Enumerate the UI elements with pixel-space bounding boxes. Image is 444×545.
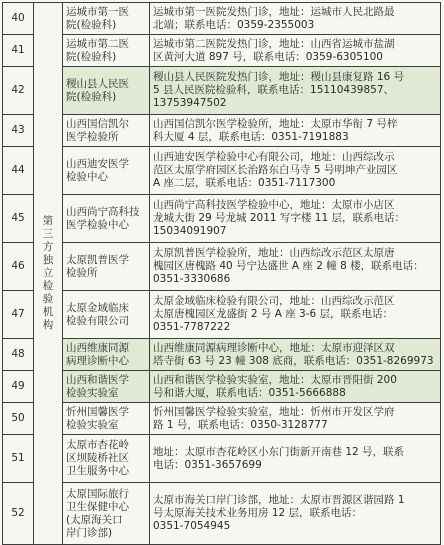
row-number: 48 xyxy=(3,339,34,371)
institution-name-line: (太原海关口 xyxy=(66,513,123,526)
institution-name-line: 院(检验科) xyxy=(66,90,117,103)
institution-name-line: 区坝陵桥社区 xyxy=(66,452,129,464)
institution-name xyxy=(63,115,150,147)
institution-name xyxy=(63,371,150,403)
category-char: 第 xyxy=(42,215,54,227)
address-line: 山西和谐医学检验实验室，地址：太原市晋阳街 200 xyxy=(153,373,397,386)
address-line: 号太原海关技术业务用房 12 层，联系电话： xyxy=(153,507,363,519)
table-row xyxy=(3,195,441,243)
institution-name-line: 太原国际旅行 xyxy=(66,487,129,500)
address-line: 山西尚宁高科技医学检验中心，地址：太原市小店区 xyxy=(153,199,395,211)
table-row xyxy=(3,67,441,115)
institution-name xyxy=(63,243,150,291)
address-line: 运城市第二医院发热门诊，地址：山西省运城市盐湖 xyxy=(153,37,395,50)
category-char: 三 xyxy=(42,228,54,240)
testing-institutions-table xyxy=(2,2,441,545)
institution-name-line: 卫生服务中心 xyxy=(66,465,129,477)
row-number: 52 xyxy=(3,483,34,545)
address-line: 号和谐大厦，联系电话：0351-5666888 xyxy=(153,386,346,399)
institution-address-contact xyxy=(150,147,441,195)
institution-name xyxy=(63,67,150,115)
institution-address-contact xyxy=(150,67,441,115)
address-line: 山西国信凯尔医学检验所，地址：太原市华衔 7 号梓 xyxy=(153,117,398,130)
institution-name-line: 稷山县人民医 xyxy=(66,77,129,90)
address-line: 范区太原学府园区长治路东白马寺 5 号明坤产业园区 xyxy=(153,164,398,176)
row-number: 45 xyxy=(3,195,34,243)
institution-name xyxy=(63,147,150,195)
category-char: 构 xyxy=(42,319,54,331)
institution-name-line: 检验中心 xyxy=(66,170,108,183)
address-line: 0351-3330686 xyxy=(153,273,231,285)
table-row xyxy=(3,147,441,195)
institution-name-line: 卫生保健中心 xyxy=(66,500,129,513)
institution-name xyxy=(63,35,150,67)
institution-address-contact xyxy=(150,339,441,371)
institution-address-contact xyxy=(150,35,441,67)
table-body xyxy=(3,3,441,545)
institution-name-line: 医学检验中心 xyxy=(66,218,129,231)
address-line: 区黄河大道 897 号，联系电话：0359-6305100 xyxy=(153,50,383,63)
address-line: 太原凯普医学检验所，地址：山西综改示范区太原唐 xyxy=(153,247,395,259)
address-line: 0351-7787222 xyxy=(153,321,231,333)
address-line: 龙城大街 29 号龙城 2011 写字楼 11 层，联系电话： xyxy=(153,212,405,224)
category-char: 机 xyxy=(42,306,54,318)
row-number: 50 xyxy=(3,403,34,435)
category-char: 独 xyxy=(42,254,54,266)
table-row xyxy=(3,435,441,483)
address-line: 电话：0351-3657699 xyxy=(153,458,262,471)
address-line: 太原市海关口岸门诊部，地址：太原市晋源区谐园路 1 xyxy=(153,494,405,506)
institution-name xyxy=(63,3,150,35)
institution-address-contact xyxy=(150,435,441,483)
address-line: A 座二层，联系电话：0351-7117300 xyxy=(153,177,336,189)
table-row xyxy=(3,339,441,371)
category-cell xyxy=(34,3,63,545)
institution-name-line: 检验所 xyxy=(66,266,98,279)
institution-name xyxy=(63,403,150,435)
institution-name-line: 医学检验所 xyxy=(66,130,119,143)
row-number: 51 xyxy=(3,435,34,483)
row-number: 44 xyxy=(3,147,34,195)
address-line: 太原唐槐园区龙盛街 2 号 A 座 3-6 层，联系电话： xyxy=(153,308,394,320)
address-line: 13753947502 xyxy=(153,97,227,109)
address-line: 科大厦 4 层，联系电话：0351-7191883 xyxy=(153,130,349,143)
row-number: 47 xyxy=(3,291,34,339)
institution-name-line: 山西和谐医学 xyxy=(66,373,129,386)
address-line: 0351-7054945 xyxy=(153,520,231,532)
category-char: 检 xyxy=(42,280,54,292)
row-number: 43 xyxy=(3,115,34,147)
row-number: 42 xyxy=(3,67,34,115)
address-line: 运城市第一医院发热门诊，地址：运城市人民北路最 xyxy=(153,5,395,18)
institution-name-line: 太原凯普医学 xyxy=(66,253,129,266)
table-row xyxy=(3,243,441,291)
institution-name-line: 院(检验科) xyxy=(66,18,117,31)
address-line: 路 1 号，联系电话：0350-3128777 xyxy=(153,418,328,431)
address-line: 北端；联系电话：0359-2355003 xyxy=(153,18,315,31)
address-line: 5 县人民医院检验科，联系电话：15110439857、 xyxy=(153,84,395,96)
category-char: 验 xyxy=(42,293,54,305)
address-line: 槐园区唐槐路 40 号宁达盛世 A 座 2 幢 8 楼，联系电话： xyxy=(153,260,424,272)
address-line: 15034091907 xyxy=(153,225,227,237)
institution-name-line: 病理诊断中心 xyxy=(66,354,129,367)
address-line: 太原金域临床检验有限公司，地址：山西综改示范区 xyxy=(153,295,395,307)
address-line: 山西迪安医学检验中心有限公司，地址：山西综改示 xyxy=(153,151,395,163)
institution-name-line: 检验实验室 xyxy=(66,386,119,399)
institution-name xyxy=(63,195,150,243)
institution-name-line: 山西尚宁高科技 xyxy=(66,205,140,218)
table-row xyxy=(3,371,441,403)
institution-name-line: 山西维康同源 xyxy=(66,341,129,354)
address-line: 稷山县人民医院发热门诊，地址：稷山县康复路 16 号 xyxy=(153,71,405,83)
institution-name xyxy=(63,483,150,545)
institution-address-contact xyxy=(150,403,441,435)
institution-name-line: 太原金域临床 xyxy=(66,301,129,314)
institution-name xyxy=(63,291,150,339)
institution-name-line: 太原市杏花岭 xyxy=(66,439,129,451)
table-row xyxy=(3,291,441,339)
institution-address-contact xyxy=(150,3,441,35)
row-number: 41 xyxy=(3,35,34,67)
table-row xyxy=(3,483,441,545)
institution-address-contact xyxy=(150,483,441,545)
address-line: 地址：太原市杏花岭区小东门街新开南巷 12 号，联系 xyxy=(153,445,405,458)
institution-name-line: 院(检验科) xyxy=(66,50,117,63)
table-row xyxy=(3,3,441,35)
table-row xyxy=(3,35,441,67)
address-line: 塔寺街 63 号 23 幢 308 底商，联系电话：0351-8269973 xyxy=(153,354,434,367)
institution-name-line: 运城市第一医 xyxy=(66,5,129,18)
row-number: 46 xyxy=(3,243,34,291)
institution-name-line: 山西国信凯尔 xyxy=(66,117,129,130)
table-row xyxy=(3,115,441,147)
institution-address-contact xyxy=(150,115,441,147)
row-number: 49 xyxy=(3,371,34,403)
institution-name-line: 运城市第二医 xyxy=(66,37,129,50)
institution-name-line: 检验实验室 xyxy=(66,418,119,431)
institution-address-contact xyxy=(150,195,441,243)
institution-name-line: 山西迪安医学 xyxy=(66,157,129,170)
address-line: 山西维康同源病理诊断中心，地址：太原市迎泽区双 xyxy=(153,341,395,354)
institution-name xyxy=(63,435,150,483)
address-line: 忻州国馨医学检验实验室，地址：忻州市开发区学府 xyxy=(153,405,395,418)
institution-address-contact xyxy=(150,291,441,339)
institution-address-contact xyxy=(150,371,441,403)
category-char: 方 xyxy=(42,241,54,253)
table-row xyxy=(3,403,441,435)
institution-address-contact xyxy=(150,243,441,291)
institution-name-line: 忻州国馨医学 xyxy=(66,405,129,418)
institution-name-line: 检验有限公司 xyxy=(66,314,129,327)
category-char: 立 xyxy=(42,267,54,279)
institution-name xyxy=(63,339,150,371)
row-number: 40 xyxy=(3,3,34,35)
institution-name-line: 岸门诊部) xyxy=(66,526,113,539)
